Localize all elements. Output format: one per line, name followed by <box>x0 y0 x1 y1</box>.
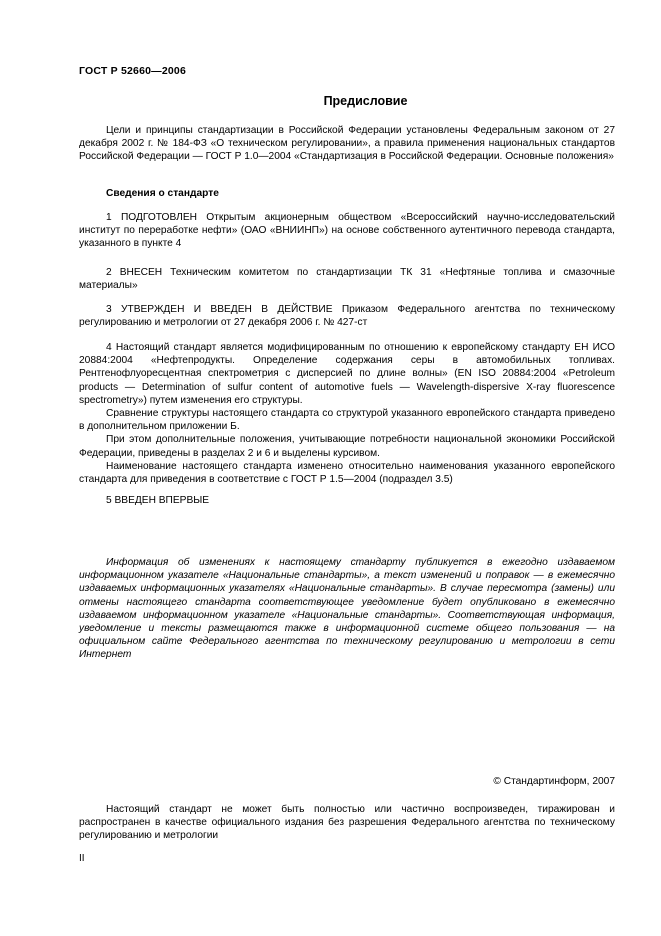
item-4-additional: При этом дополнительные положения, учитывающие потребности национальной экономики Российской Федерации, приведены в разделах 2 и 6 и выделены курсивом. <box>79 434 615 459</box>
item-3-block <box>79 303 615 329</box>
info-heading-block <box>79 187 615 200</box>
item-4-block <box>79 341 615 486</box>
item-5: 5 ВВЕДЕН ВПЕРВЫЕ <box>106 495 210 506</box>
item-4-comparison: Сравнение структуры настоящего стандарта со структурой указанного европейского стандарта приведено в дополнительном приложении Б. <box>79 408 615 433</box>
page-title: Предисловие <box>323 94 408 108</box>
item-1-block <box>79 211 615 251</box>
item-4-name-change: Наименование настоящего стандарта изменено относительно наименования указанного европейского стандарта для приведения в соответствие с ГОСТ Р 1.5—2004 (подраздел 3.5) <box>79 460 615 486</box>
item-5-block <box>79 494 615 507</box>
changes-info-notice: Информация об изменениях к настоящему стандарту публикуется в ежегодно издаваемом информационном указателе «Национальные стандарты», а текст изменений и поправок — в ежемесячно издаваемых информационных указателях «Национальные стандарты». В случае пересмотра (замены) или отмены настоящего стандарта соответствующее уведомление будет опубликовано в ежемесячно издаваемом информационном указателе «Национальные стандарты». Соответствующая информация, уведомление и тексты размещаются также в информационной системе общего пользования — на официальном сайте Федерального агентства по техническому регулированию и метрологии в сети Интернет <box>79 557 615 661</box>
page-number: II <box>79 853 85 864</box>
item-4: 4 Настоящий стандарт является модифицированным по отношению к европейскому стандарту ЕН ИСО 20884:2004 «Нефтепродукты. Определение содержания серы в автомобильных топливах. Рентгенофлуоресцентная спектрометрия с дисперсией по длине волны» (EN ISO 20884:2004 «Petroleum products — Determination of sulfur content of automotive fuels — Wavelength-dispersive X-ray fluorescence spectrometry») путем изменения его структуры. <box>79 342 615 406</box>
copyright: © Стандартинформ, 2007 <box>493 776 615 787</box>
preface-intro: Цели и принципы стандартизации в Российской Федерации установлены Федеральным законом от 27 декабря 2002 г. № 184-ФЗ «О техническом регулировании», а правила применения национальных стандартов Российской Федерации — ГОСТ Р 1.0—2004 «Стандартизация в Российской Федерации. Основные положения» <box>79 125 615 163</box>
info-heading: Сведения о стандарте <box>106 188 219 199</box>
item-1: 1 ПОДГОТОВЛЕН Открытым акционерным обществом «Всероссийский научно-исследовательский институт по переработке нефти» (ОАО «ВНИИНП») на основе собственного аутентичного перевода стандарта, указанного в пункте 4 <box>79 212 615 250</box>
preface-intro-block <box>79 124 615 164</box>
item-2: 2 ВНЕСЕН Техническим комитетом по стандартизации ТК 31 «Нефтяные топлива и смазочные материалы» <box>79 267 615 292</box>
reproduction-notice: Настоящий стандарт не может быть полностью или частично воспроизведен, тиражирован и распространен в качестве официального издания без разрешения Федерального агентства по техническому регулированию и метрологии <box>79 804 615 842</box>
standard-code: ГОСТ Р 52660—2006 <box>79 65 187 77</box>
item-2-block <box>79 266 615 292</box>
item-3: 3 УТВЕРЖДЕН И ВВЕДЕН В ДЕЙСТВИЕ Приказом Федерального агентства по техническому регулированию и метрологии от 27 декабря 2006 г. № 427-ст <box>79 304 615 329</box>
